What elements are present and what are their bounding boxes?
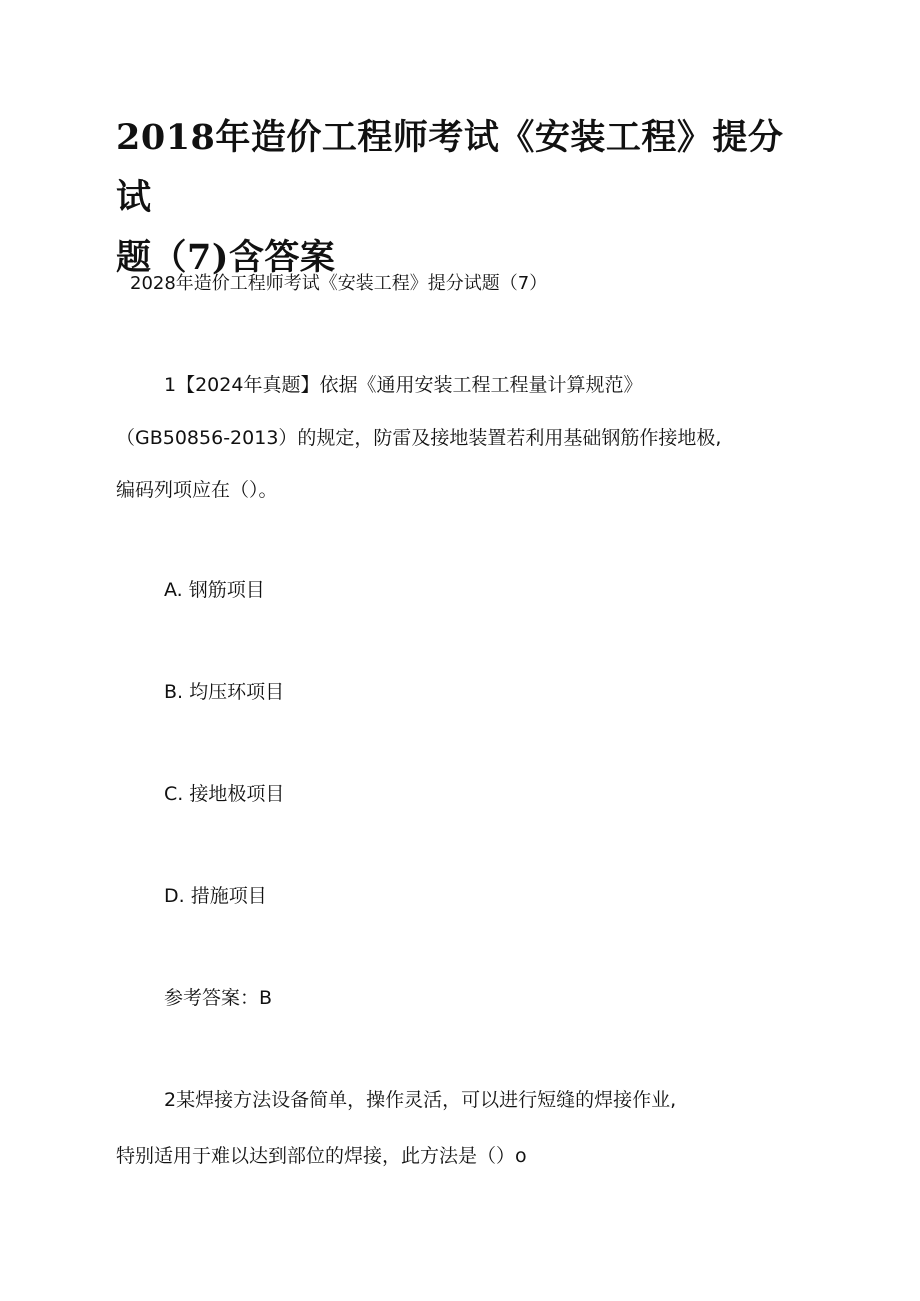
document-subtitle: 2028年造价工程师考试《安装工程》提分试题（7） <box>130 273 548 294</box>
question-1-line-3: 编码列项应在（）。 <box>116 479 278 501</box>
question-2-line-2: 特别适用于难以达到部位的焊接，此方法是（）o <box>116 1145 527 1167</box>
option-d: D. 措施项目 <box>164 885 267 907</box>
question-1-line-2: （GB50856-2013）的规定，防雷及接地装置若利用基础钢筋作接地极, <box>116 427 722 449</box>
option-a: A. 钢筋项目 <box>164 579 265 601</box>
answer-text: 参考答案：B <box>164 987 273 1009</box>
option-b: B. 均压环项目 <box>164 681 285 703</box>
question-1-line-1: 1【2024年真题】依据《通用安装工程工程量计算规范》 <box>164 374 643 396</box>
document-title <box>116 108 816 288</box>
title-line-2: 题（7)含答案 <box>116 237 336 278</box>
title-line-1: 2018年造价工程师考试《安装工程》提分试 <box>116 117 784 218</box>
option-c: C. 接地极项目 <box>164 783 285 805</box>
question-2-line-1: 2某焊接方法设备简单，操作灵活，可以进行短缝的焊接作业, <box>164 1089 677 1111</box>
